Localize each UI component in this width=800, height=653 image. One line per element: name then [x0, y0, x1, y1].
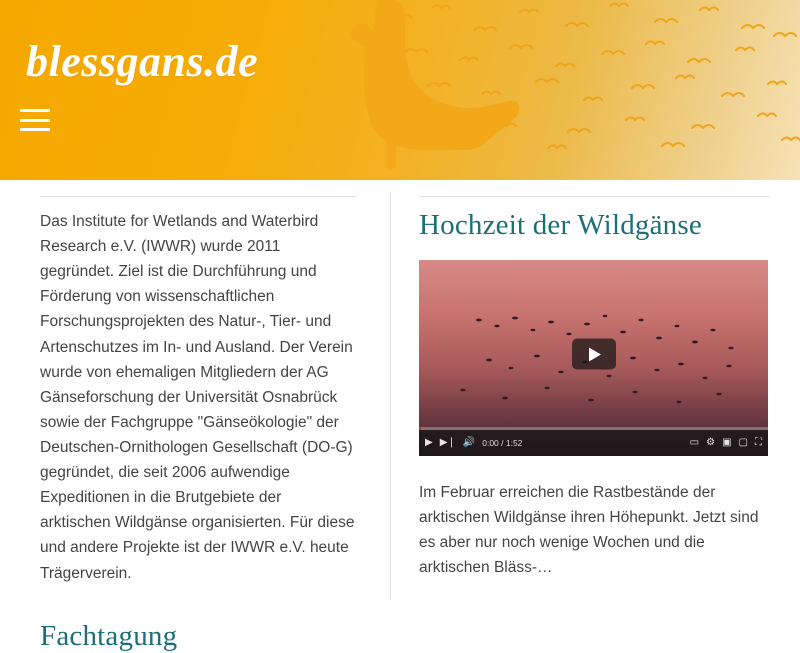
menu-bar-2 — [20, 119, 50, 122]
video-theater-icon[interactable]: ▢ — [738, 437, 748, 448]
site-title: blessgans.de — [26, 37, 259, 86]
play-icon[interactable] — [572, 339, 616, 370]
video-settings-gear-icon[interactable]: ⚙ — [706, 437, 716, 448]
post-excerpt: Im Februar erreichen die Rastbestände der arktischen Wildgänse ihren Höhepunkt. Jetzt sind es aber nur noch wenige Wochen und die arktischen Bläss-… — [419, 484, 759, 577]
hamburger-menu-icon[interactable] — [18, 106, 52, 134]
post-title[interactable]: Hochzeit der Wildgänse — [419, 209, 702, 241]
video-controls[interactable] — [419, 430, 768, 456]
menu-bar-3 — [20, 128, 50, 131]
video-volume-icon[interactable]: 🔊 — [462, 437, 476, 448]
video-fullscreen-icon[interactable]: ⛶ — [755, 437, 762, 448]
video-next-button[interactable]: ▶❘ — [439, 437, 456, 448]
video-play-button[interactable]: ▶ — [425, 437, 433, 448]
left-column-top-rule — [40, 196, 356, 197]
main-content — [0, 180, 800, 652]
video-player[interactable] — [419, 260, 768, 456]
goose-silhouette-icon — [330, 20, 560, 185]
video-captions-icon[interactable]: ▭ — [689, 437, 700, 448]
menu-bar-1 — [20, 109, 50, 112]
video-time-label: 0:00 / 1:52 — [482, 438, 523, 448]
site-header — [0, 0, 800, 180]
goose-svg — [330, 20, 560, 185]
video-miniplayer-icon[interactable]: ▣ — [722, 437, 732, 448]
section-heading-fachtagung[interactable]: Fachtagung — [40, 619, 178, 652]
right-column-top-rule — [419, 196, 770, 197]
left-column — [0, 180, 390, 652]
intro-paragraph: Das Institute for Wetlands and Waterbird Research e.V. (IWWR) wurde 2011 gegründet. Ziel ist die Durchführung und Förderung von wissenschaftlichen Forschungsprojekten des Natur-, Tier- und Artenschutzes im In- und Ausland. Der Verein wurde von ehemaligen Mitgliedern der AG Gänseforschung der Universität Osnabrück sowie der Fachgruppe "Gänseökologie" der Deutschen-Ornithologen Gesellschaft (DO-G) gegründet, die seit 2006 aufwendige Expeditionen in die Brutgebiete der arktischen Wildgänse organisierten. Für diese und andere Projekte ist der IWWR e.V. heute Trägerverein. — [40, 213, 355, 582]
right-column — [391, 180, 800, 600]
